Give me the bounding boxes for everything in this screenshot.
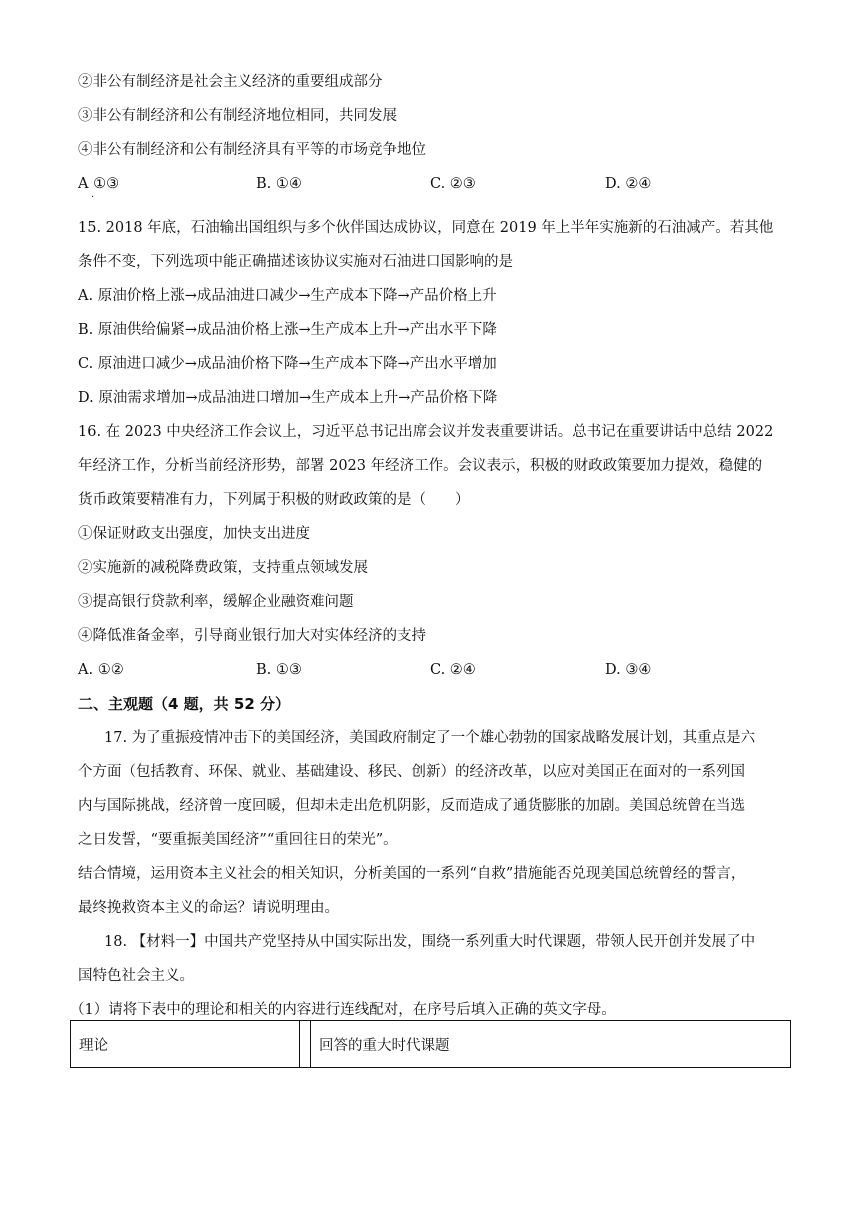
q17-task-line-2: 最终挽救资本主义的命运？请说明理由。 [78, 900, 339, 916]
q14-statement-2: ②非公有制经济是社会主义经济的重要组成部分 [78, 74, 383, 90]
emphasis-dot: · [91, 192, 95, 203]
q14-option-b: B. ①④ [256, 176, 302, 192]
table-row [71, 1021, 791, 1068]
q18-material-line-1: 18. 【材料一】中国共产党坚持从中国实际出发，围绕一系列重大时代课题，带领人民开创并发展了中 [104, 934, 756, 950]
q17-line-3: 内与国际挑战，经济曾一度回暖，但却未走出危机阴影，反而造成了通货膨胀的加剧。美国总统曾在当选 [78, 798, 745, 814]
q17-line-4: 之日发誓，“要重振美国经济”“重回往日的荣光”。 [78, 832, 398, 848]
q16-stem-line-3: 货币政策要精准有力，下列属于积极的财政政策的是（ ） [78, 492, 470, 508]
q14-option-c: C. ②③ [430, 176, 476, 192]
q14-statement-3: ③非公有制经济和公有制经济地位相同，共同发展 [78, 108, 397, 124]
q16-stem-line-1: 16. 在 2023 中央经济工作会议上，习近平总书记出席会议并发表重要讲话。总书记在重要讲话中总结 2022 [78, 424, 774, 440]
q16-option-d: D. ③④ [605, 662, 652, 678]
q18-material-line-2: 国特色社会主义。 [78, 968, 194, 984]
q15-option-b: B. 原油供给偏紧→成品油价格上涨→生产成本上升→产出水平下降 [78, 322, 497, 338]
matching-table [70, 1020, 791, 1068]
q15-option-a: A. 原油价格上涨→成品油进口减少→生产成本下降→产品价格上升 [78, 288, 497, 304]
table-divider-cell [300, 1021, 311, 1068]
q14-option-a: A ①③ [78, 176, 120, 192]
q16-statement-1: ①保证财政支出强度，加快支出进度 [78, 526, 310, 542]
q16-option-b: B. ①③ [256, 662, 302, 678]
q16-statement-4: ④降低准备金率，引导商业银行加大对实体经济的支持 [78, 628, 426, 644]
q15-stem-line-2: 条件不变，下列选项中能正确描述该协议实施对石油进口国影响的是 [78, 254, 513, 270]
section-heading: 二、主观题（4 题，共 52 分） [78, 695, 290, 713]
q15-stem-line-1: 15. 2018 年底，石油输出国组织与多个伙伴国达成协议，同意在 2019 年上半年实施新的石油减产。若其他 [78, 220, 774, 236]
q16-option-c: C. ②④ [430, 662, 476, 678]
q14-statement-4: ④非公有制经济和公有制经济具有平等的市场竞争地位 [78, 142, 426, 158]
q18-subquestion-1: （1）请将下表中的理论和相关的内容进行连线配对，在序号后填入正确的英文字母。 [70, 1002, 616, 1018]
q17-line-1: 17. 为了重振疫情冲击下的美国经济，美国政府制定了一个雄心勃勃的国家战略发展计划，其重点是六 [104, 730, 756, 746]
q17-task-line-1: 结合情境，运用资本主义社会的相关知识，分析美国的一系列“自救”措施能否兑现美国总统曾经的誓言， [78, 866, 746, 882]
q15-option-c: C. 原油进口减少→成品油价格下降→生产成本下降→产出水平增加 [78, 356, 497, 372]
q16-statement-2: ②实施新的减税降费政策，支持重点领域发展 [78, 560, 368, 576]
q14-option-d: D. ②④ [605, 176, 652, 192]
q16-stem-line-2: 年经济工作，分析当前经济形势，部署 2023 年经济工作。会议表示，积极的财政政策要加力提效，稳健的 [78, 458, 763, 474]
q17-line-2: 个方面（包括教育、环保、就业、基础建设、移民、创新）的经济改革，以应对美国正在面对的一系列国 [78, 764, 745, 780]
q15-option-d: D. 原油需求增加→成品油进口增加→生产成本上升→产品价格下降 [78, 390, 498, 406]
q16-options [78, 660, 778, 680]
q14-options [78, 174, 778, 203]
table-header-topic: 回答的重大时代课题 [311, 1021, 791, 1068]
q16-statement-3: ③提高银行贷款利率，缓解企业融资难问题 [78, 594, 354, 610]
table-header-theory: 理论 [71, 1021, 300, 1068]
q16-option-a: A. ①② [78, 662, 124, 678]
